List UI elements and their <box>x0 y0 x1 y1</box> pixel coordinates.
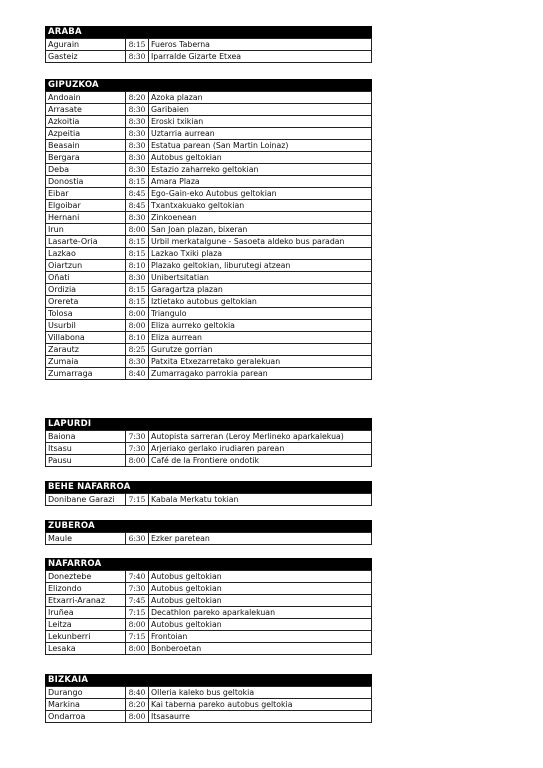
table-row <box>46 260 372 272</box>
place-cell: Gurutze gorrian <box>149 344 372 356</box>
place-cell: Ezker paretean <box>149 533 372 545</box>
place-cell: Eroski txikian <box>149 116 372 128</box>
time-cell: 8:30 <box>126 116 149 128</box>
region-section <box>45 26 372 63</box>
region-table <box>45 38 372 63</box>
town-cell: Elgoibar <box>46 200 126 212</box>
place-cell: Lazkao Txiki plaza <box>149 248 372 260</box>
table-row <box>46 212 372 224</box>
time-cell: 8:00 <box>126 619 149 631</box>
region-section <box>45 558 372 655</box>
time-cell: 7:30 <box>126 583 149 595</box>
place-cell: Zinkoenean <box>149 212 372 224</box>
region-table <box>45 493 372 506</box>
table-row <box>46 200 372 212</box>
table-row <box>46 494 372 506</box>
time-cell: 8:30 <box>126 128 149 140</box>
town-cell: Oiartzun <box>46 260 126 272</box>
place-cell: Estazio zaharreko geltokian <box>149 164 372 176</box>
place-cell: Iparralde Gizarte Etxea <box>149 51 372 63</box>
town-cell: Donibane Garazi <box>46 494 126 506</box>
region-header: BIZKAIA <box>45 674 372 686</box>
place-cell: Kabala Merkatu tokian <box>149 494 372 506</box>
place-cell: Amara Plaza <box>149 176 372 188</box>
place-cell: Garibaien <box>149 104 372 116</box>
table-row <box>46 583 372 595</box>
place-cell: Café de la Frontiere ondotik <box>149 455 372 467</box>
table-row <box>46 455 372 467</box>
table-row <box>46 431 372 443</box>
place-cell: Decathlon pareko aparkalekuan <box>149 607 372 619</box>
region-header: ZUBEROA <box>45 520 372 532</box>
town-cell: Villabona <box>46 332 126 344</box>
place-cell: Autobus geltokian <box>149 152 372 164</box>
time-cell: 8:40 <box>126 687 149 699</box>
table-row <box>46 116 372 128</box>
time-cell: 7:40 <box>126 571 149 583</box>
table-row <box>46 248 372 260</box>
time-cell: 7:15 <box>126 631 149 643</box>
town-cell: Lesaka <box>46 643 126 655</box>
time-cell: 7:30 <box>126 443 149 455</box>
place-cell: Eliza aurreko geltokia <box>149 320 372 332</box>
time-cell: 8:15 <box>126 39 149 51</box>
town-cell: Orereta <box>46 296 126 308</box>
place-cell: Triangulo <box>149 308 372 320</box>
time-cell: 8:25 <box>126 344 149 356</box>
time-cell: 8:45 <box>126 200 149 212</box>
town-cell: Markina <box>46 699 126 711</box>
table-row <box>46 104 372 116</box>
region-header: BEHE NAFARROA <box>45 481 372 493</box>
table-row <box>46 296 372 308</box>
table-row <box>46 356 372 368</box>
town-cell: Zarautz <box>46 344 126 356</box>
time-cell: 7:45 <box>126 595 149 607</box>
region-table <box>45 430 372 467</box>
time-cell: 8:10 <box>126 260 149 272</box>
table-row <box>46 224 372 236</box>
time-cell: 8:20 <box>126 699 149 711</box>
town-cell: Pausu <box>46 455 126 467</box>
time-cell: 8:10 <box>126 332 149 344</box>
place-cell: Autobus geltokian <box>149 595 372 607</box>
table-row <box>46 272 372 284</box>
place-cell: San Joan plazan, bixeran <box>149 224 372 236</box>
town-cell: Eibar <box>46 188 126 200</box>
place-cell: Itsasaurre <box>149 711 372 723</box>
place-cell: Txantxakuako geltokian <box>149 200 372 212</box>
table-row <box>46 39 372 51</box>
time-cell: 8:30 <box>126 140 149 152</box>
time-cell: 7:15 <box>126 607 149 619</box>
table-row <box>46 320 372 332</box>
town-cell: Gasteiz <box>46 51 126 63</box>
place-cell: Eliza aurrean <box>149 332 372 344</box>
town-cell: Azkoitia <box>46 116 126 128</box>
time-cell: 7:15 <box>126 494 149 506</box>
place-cell: Autobus geltokian <box>149 619 372 631</box>
place-cell: Kai taberna pareko autobus geltokia <box>149 699 372 711</box>
town-cell: Lekunberri <box>46 631 126 643</box>
table-row <box>46 368 372 380</box>
region-section <box>45 674 372 723</box>
table-row <box>46 188 372 200</box>
place-cell: Olleria kaleko bus geltokia <box>149 687 372 699</box>
town-cell: Etxarri-Aranaz <box>46 595 126 607</box>
town-cell: Elizondo <box>46 583 126 595</box>
table-row <box>46 711 372 723</box>
time-cell: 8:15 <box>126 236 149 248</box>
town-cell: Usurbil <box>46 320 126 332</box>
town-cell: Doneztebe <box>46 571 126 583</box>
table-row <box>46 699 372 711</box>
time-cell: 8:15 <box>126 248 149 260</box>
table-row <box>46 164 372 176</box>
table-row <box>46 332 372 344</box>
region-header: NAFARROA <box>45 558 372 570</box>
time-cell: 8:00 <box>126 455 149 467</box>
time-cell: 8:20 <box>126 92 149 104</box>
time-cell: 8:30 <box>126 164 149 176</box>
town-cell: Tolosa <box>46 308 126 320</box>
town-cell: Andoain <box>46 92 126 104</box>
place-cell: Iztietako autobus geltokian <box>149 296 372 308</box>
town-cell: Deba <box>46 164 126 176</box>
table-row <box>46 176 372 188</box>
time-cell: 8:30 <box>126 212 149 224</box>
region-section <box>45 418 372 467</box>
table-row <box>46 607 372 619</box>
time-cell: 8:30 <box>126 104 149 116</box>
table-row <box>46 308 372 320</box>
place-cell: Autobus geltokian <box>149 571 372 583</box>
time-cell: 8:30 <box>126 51 149 63</box>
table-row <box>46 92 372 104</box>
town-cell: Lazkao <box>46 248 126 260</box>
table-row <box>46 284 372 296</box>
place-cell: Fueros Taberna <box>149 39 372 51</box>
town-cell: Oñati <box>46 272 126 284</box>
place-cell: Azoka plazan <box>149 92 372 104</box>
town-cell: Ordizia <box>46 284 126 296</box>
table-row <box>46 236 372 248</box>
region-table <box>45 532 372 545</box>
town-cell: Lasarte-Oria <box>46 236 126 248</box>
region-section <box>45 481 372 506</box>
table-row <box>46 140 372 152</box>
time-cell: 8:40 <box>126 368 149 380</box>
town-cell: Baiona <box>46 431 126 443</box>
table-row <box>46 51 372 63</box>
town-cell: Agurain <box>46 39 126 51</box>
place-cell: Garagartza plazan <box>149 284 372 296</box>
time-cell: 8:15 <box>126 284 149 296</box>
place-cell: Zumarragako parrokia parean <box>149 368 372 380</box>
town-cell: Leitza <box>46 619 126 631</box>
table-row <box>46 152 372 164</box>
region-table <box>45 570 372 655</box>
time-cell: 8:00 <box>126 320 149 332</box>
place-cell: Bonberoetan <box>149 643 372 655</box>
region-header: GIPUZKOA <box>45 79 372 91</box>
region-table <box>45 686 372 723</box>
table-row <box>46 443 372 455</box>
place-cell: Arjeriako gerlako irudiaren parean <box>149 443 372 455</box>
town-cell: Bergara <box>46 152 126 164</box>
time-cell: 8:15 <box>126 176 149 188</box>
table-row <box>46 643 372 655</box>
region-header: ARABA <box>45 26 372 38</box>
time-cell: 8:30 <box>126 272 149 284</box>
place-cell: Urbil merkatalgune - Sasoeta aldeko bus paradan <box>149 236 372 248</box>
table-row <box>46 344 372 356</box>
town-cell: Irun <box>46 224 126 236</box>
town-cell: Itsasu <box>46 443 126 455</box>
town-cell: Zumaia <box>46 356 126 368</box>
town-cell: Iruñea <box>46 607 126 619</box>
town-cell: Zumarraga <box>46 368 126 380</box>
time-cell: 8:00 <box>126 711 149 723</box>
town-cell: Ondarroa <box>46 711 126 723</box>
town-cell: Azpeitia <box>46 128 126 140</box>
region-section <box>45 520 372 545</box>
table-row <box>46 571 372 583</box>
town-cell: Durango <box>46 687 126 699</box>
time-cell: 8:30 <box>126 356 149 368</box>
time-cell: 7:30 <box>126 431 149 443</box>
place-cell: Autobus geltokian <box>149 583 372 595</box>
time-cell: 8:00 <box>126 224 149 236</box>
place-cell: Autopista sarreran (Leroy Merlineko aparkalekua) <box>149 431 372 443</box>
time-cell: 8:30 <box>126 152 149 164</box>
region-table <box>45 91 372 380</box>
town-cell: Hernani <box>46 212 126 224</box>
region-section <box>45 79 372 380</box>
time-cell: 8:00 <box>126 308 149 320</box>
place-cell: Frontoian <box>149 631 372 643</box>
time-cell: 8:45 <box>126 188 149 200</box>
time-cell: 8:00 <box>126 643 149 655</box>
region-header: LAPURDI <box>45 418 372 430</box>
time-cell: 6:30 <box>126 533 149 545</box>
town-cell: Arrasate <box>46 104 126 116</box>
table-row <box>46 533 372 545</box>
town-cell: Maule <box>46 533 126 545</box>
place-cell: Uztarria aurrean <box>149 128 372 140</box>
table-row <box>46 687 372 699</box>
town-cell: Beasain <box>46 140 126 152</box>
table-row <box>46 631 372 643</box>
table-row <box>46 128 372 140</box>
table-row <box>46 595 372 607</box>
table-row <box>46 619 372 631</box>
place-cell: Unibertsitatian <box>149 272 372 284</box>
place-cell: Patxita Etxezarretako geralekuan <box>149 356 372 368</box>
place-cell: Estatua parean (San Martin Loinaz) <box>149 140 372 152</box>
place-cell: Ego-Gain-eko Autobus geltokian <box>149 188 372 200</box>
time-cell: 8:15 <box>126 296 149 308</box>
place-cell: Plazako geltokian, liburutegi atzean <box>149 260 372 272</box>
town-cell: Donostia <box>46 176 126 188</box>
